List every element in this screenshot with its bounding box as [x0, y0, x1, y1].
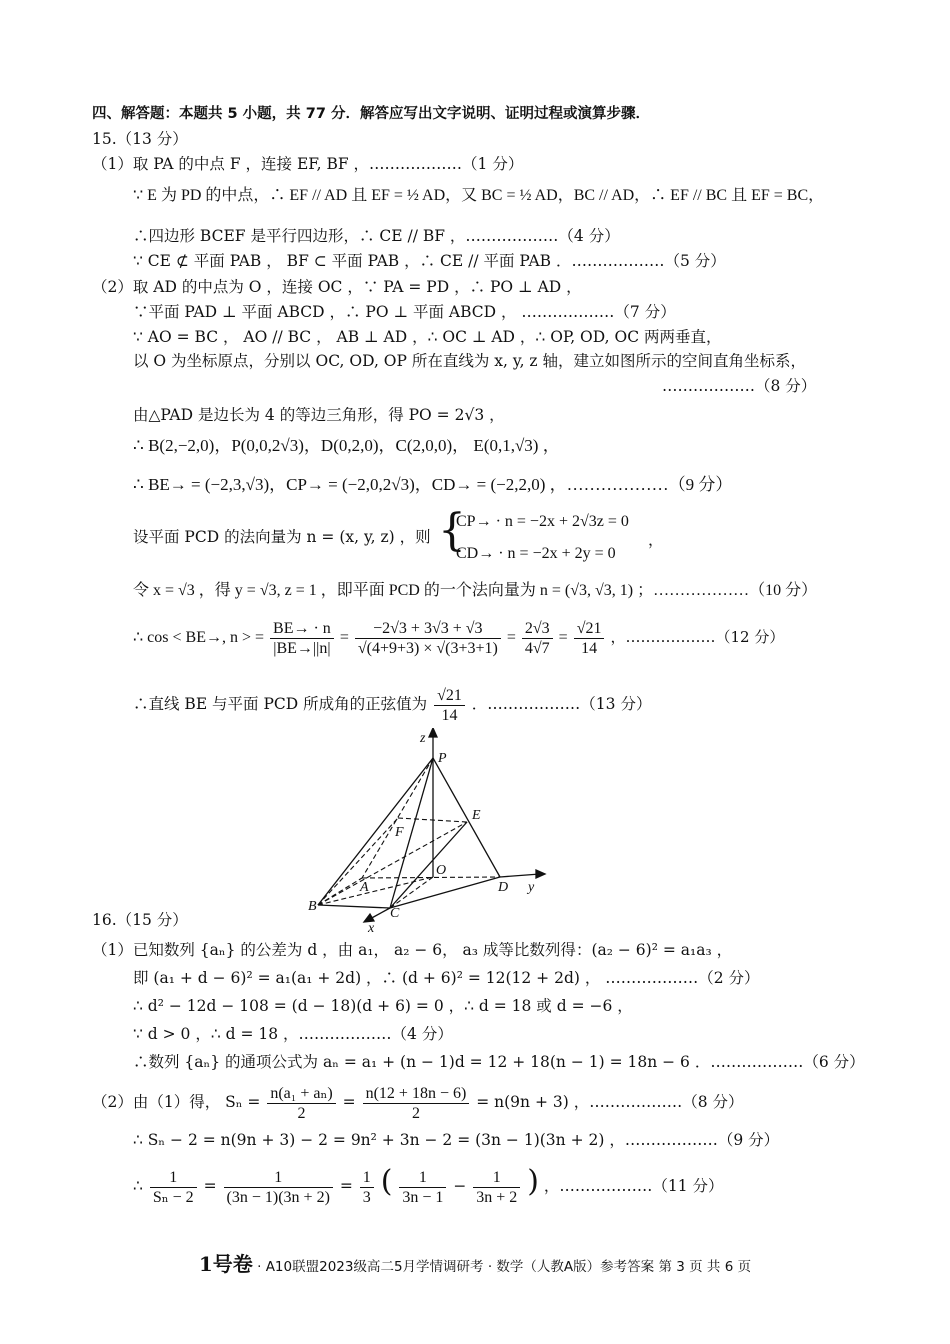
recip-frac2: $\frac{1}{(3n - 1)(3n + 2)}$	[224, 1168, 333, 1207]
label-O: O	[436, 863, 447, 878]
recip-frac4: $\frac{1}{3n - 1}$	[399, 1168, 446, 1207]
q15-normal-intro: 设平面 PCD 的法向量为 n = (x, y, z) ，则	[133, 528, 431, 546]
q16-part1-line4: ∵ d > 0 ，∴ d = 18 ，………………（4 分）	[133, 1025, 453, 1043]
edge-BA	[318, 878, 362, 905]
q15-part2-line3: ∵ AO = BC ， AO // BC ， AB ⊥ AD ，∴ OC ⊥ AD ，∴ OP, OD, OC 两两垂直，	[133, 328, 722, 346]
page-footer	[0, 1248, 950, 1277]
z-arrow	[429, 728, 437, 737]
q16-part1-line5: ∴数列 {aₙ} 的通项公式为 aₙ = a₁ + (n − 1)d = 12 + 18(n − 1) = 18n − 6 ．………………（6 分）	[133, 1053, 865, 1071]
section-header: 四、解答题：本题共 5 小题，共 77 分．解答应写出文字说明、证明过程或演算步骤．	[92, 106, 650, 122]
q15-part2-line6: 由△PAD 是边长为 4 的等边三角形，得 PO = 2√3 ，	[133, 406, 505, 424]
q15-conclusion: ∴直线 BE 与平面 PCD 所成角的正弦值为 $\frac{√21}{14}$ ．………………（13 分）	[133, 686, 652, 724]
label-B: B	[308, 899, 317, 914]
edge-OC	[390, 877, 433, 908]
system-comma: ，	[648, 531, 664, 549]
sn-frac2: $\frac{n(12 + 18n - 6)}{2}$	[363, 1084, 470, 1123]
edge-PA	[362, 758, 433, 878]
q15-cos-line: ∴ cos < BE→, n > = $\frac{BE\to \cdot n}{|BE\to||n|}$ = $\frac{-2√3 + 3√3 + √3}{√(4+9+3) \times √(3+3+1)}$ = $\frac{2√3}{4√7}$ = $\frac{√21}{14}$ ，………………（12 分）	[133, 619, 785, 657]
label-x: x	[368, 921, 375, 936]
label-z: z	[420, 731, 426, 746]
brand-logo: 1号卷	[198, 1252, 253, 1276]
q16-part1-line1: （1）已知数列 {aₙ} 的公差为 d ，由 a₁， a₂ − 6， a₃ 成等比数列得：(a₂ − 6)² = a₁a₃ ，	[92, 941, 733, 959]
cos-frac2: $\frac{-2√3 + 3√3 + √3}{√(4+9+3) \times √(3+3+1)}$	[355, 619, 501, 658]
q15-part1-line2: ∵ E 为 PD 的中点，∴ EF // AD 且 EF = ½ AD，又 BC = ½ AD，BC // AD，∴ EF // BC 且 EF = BC，	[133, 187, 825, 204]
q15-title: 15.（13 分）	[92, 130, 188, 148]
q16-part2-line3: ∴ $\frac{1}{\text{Sₙ − 2}}$ = $\frac{1}{(3n - 1)(3n + 2)}$ = $\frac{1}{3}$ ( $\frac{1}{3n - 1}$ − $\frac{1}{3n + 2}$ ) ，………………（11 分）	[133, 1164, 724, 1206]
q15-part2-line1: （2）取 AD 的中点为 O ，连接 OC ，∵ PA = PD ，∴ PO ⊥ AD ，	[92, 278, 582, 296]
recip-frac5: $\frac{1}{3n + 2}$	[473, 1168, 520, 1207]
label-A: A	[360, 880, 369, 895]
y-arrow	[536, 870, 545, 878]
q15-part1-line4: ∵ CE ⊄ 平面 PAB ， BF ⊂ 平面 PAB ，∴ CE // 平面 PAB ．………………（5 分）	[133, 252, 726, 270]
system-brace: {	[438, 505, 466, 556]
edge-BF	[318, 818, 398, 905]
sn-frac1: $\frac{\text{n(a₁ + aₙ)}}{2}$	[267, 1084, 335, 1123]
q16-title: 16.（15 分）	[92, 911, 188, 929]
cos-lhs: ∴ cos < BE→, n > =	[133, 629, 265, 646]
cos-frac3: $\frac{2√3}{4√7}$	[522, 619, 553, 658]
label-D: D	[498, 880, 509, 895]
recip-frac1: $\frac{1}{\text{Sₙ − 2}}$	[150, 1168, 197, 1207]
recip-frac3: $\frac{1}{3}$	[360, 1168, 374, 1207]
edge-BC	[318, 905, 390, 908]
system-eq1: CP→ · n = −2x + 2√3z = 0	[456, 513, 629, 530]
footer-text: · A10联盟2023级高二5月学情调研考 · 数学（人教A版）参考答案 第 3 页 共 6 页	[257, 1259, 752, 1275]
q15-part1-line1: （1）取 PA 的中点 F ，连接 EF, BF ，………………（1 分）	[92, 155, 524, 173]
q15-vectors: ∴ BE→ = (−2,3,√3)，CP→ = (−2,0,2√3)，CD→ = (−2,2,0) ，………………（9 分）	[133, 475, 733, 494]
edge-PD	[433, 758, 500, 877]
label-C: C	[390, 906, 400, 921]
edge-PB	[318, 758, 433, 905]
y-axis	[500, 874, 540, 877]
label-P: P	[438, 751, 447, 766]
q15-normal-vector: 令 x = √3 ，得 y = √3, z = 1 ，即平面 PCD 的一个法向量为 n = (√3, √3, 1) ；………………（10 分）	[133, 582, 818, 599]
q15-part2-score8: ………………（8 分）	[662, 377, 817, 395]
q15-part1-line3: ∴四边形 BCEF 是平行四边形，∴ CE // BF ，………………（4 分）	[133, 227, 620, 245]
pyramid-figure	[300, 728, 560, 938]
label-y: y	[528, 880, 535, 895]
system-eq2: CD→ · n = −2x + 2y = 0	[456, 545, 616, 562]
q16-part1-line2: 即 (a₁ + d − 6)² = a₁(a₁ + 2d) ，∴ (d + 6)² = 12(12 + 2d) ， ………………（2 分）	[133, 969, 760, 987]
q15-part2-line2: ∵平面 PAD ⊥ 平面 ABCD ，∴ PO ⊥ 平面 ABCD ， ………………（7 分）	[133, 303, 676, 321]
q16-part1-line3: ∴ d² − 12d − 108 = (d − 18)(d + 6) = 0 ，∴ d = 18 或 d = −6 ，	[133, 997, 633, 1015]
edge-CD	[390, 877, 500, 908]
cos-frac4: $\frac{√21}{14}$	[574, 619, 605, 658]
q15-part2-line4: 以 O 为坐标原点，分别以 OC, OD, OP 所在直线为 x, y, z 轴，建立如图所示的空间直角坐标系，	[133, 352, 807, 370]
q16-part2-line2: ∴ Sₙ − 2 = n(9n + 3) − 2 = 9n² + 3n − 2 = (3n − 1)(3n + 2) ，………………（9 分）	[133, 1131, 780, 1149]
label-E: E	[472, 808, 481, 823]
sine-frac: $\frac{√21}{14}$	[434, 686, 465, 725]
label-F: F	[395, 825, 404, 840]
cos-frac1: $\frac{BE\to \cdot n}{|BE\to||n|}$	[270, 619, 334, 658]
q16-part2-line1: （2）由（1）得， Sₙ = $\frac{\text{n(a₁ + aₙ)}}{2}$ = $\frac{n(12 + 18n - 6)}{2}$ = n(9n + 3) ，………………（8 分）	[92, 1084, 744, 1122]
q15-coordinates: ∴ B(2,−2,0)，P(0,0,2√3)，D(0,2,0)，C(2,0,0)， E(0,1,√3) ，	[133, 436, 560, 455]
